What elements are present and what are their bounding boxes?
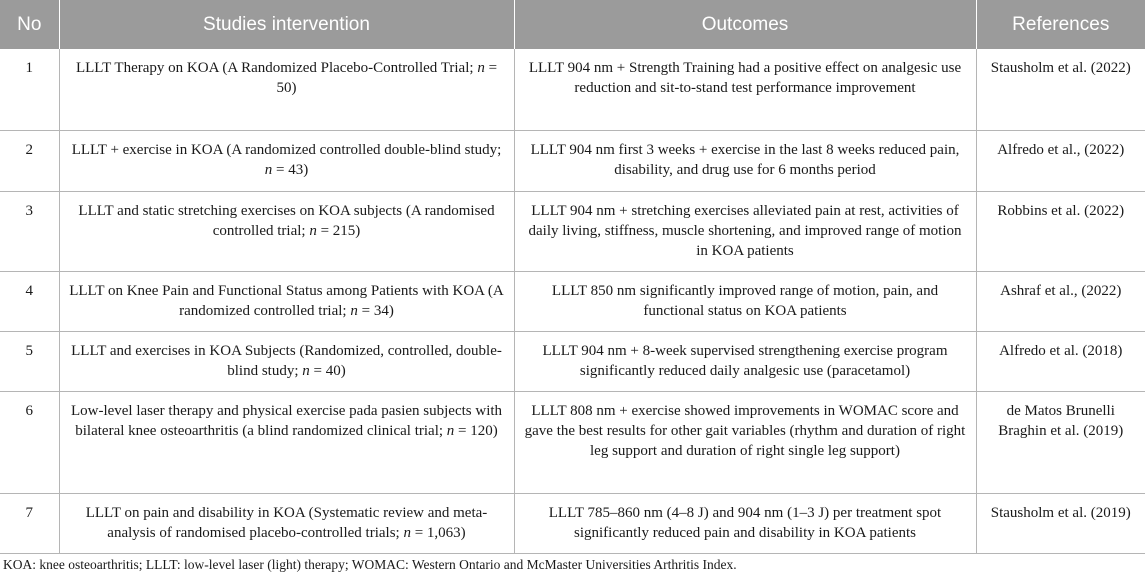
outcome-cell: LLLT 904 nm first 3 weeks + exercise in the last 8 weeks reduced pain, disability, and drug use for 6 months period — [514, 130, 976, 191]
outcome-cell: LLLT 904 nm + Strength Training had a positive effect on analgesic use reduction and sit-to-stand test performance improvement — [514, 49, 976, 130]
sample-size: = 1,063) — [410, 524, 466, 541]
header-row — [0, 0, 1145, 49]
reference-cell: Robbins et al. (2022) — [976, 191, 1145, 271]
study-text: LLLT and exercises in KOA Subjects (Randomized, controlled, double-blind study; — [71, 342, 502, 379]
table-row — [0, 49, 1145, 130]
outcome-cell: LLLT 850 nm significantly improved range of motion, pain, and functional status on KOA patients — [514, 271, 976, 331]
sample-size: = 43) — [272, 161, 309, 178]
header-studies-intervention: Studies intervention — [59, 0, 514, 49]
row-number: 7 — [0, 493, 59, 553]
reference-cell: Stausholm et al. (2019) — [976, 493, 1145, 553]
sample-size: = 50) — [276, 60, 498, 96]
study-text: LLLT on pain and disability in KOA (Systematic review and meta-analysis of randomised placebo-controlled trials; — [85, 504, 488, 541]
table-row — [0, 493, 1145, 553]
n-symbol: n — [302, 362, 310, 379]
table-row — [0, 130, 1145, 191]
n-symbol: n — [309, 222, 317, 239]
row-number: 4 — [0, 271, 59, 331]
table-row — [0, 391, 1145, 493]
reference-cell: Alfredo et al. (2018) — [976, 331, 1145, 391]
reference-cell: Stausholm et al. (2022) — [976, 49, 1145, 130]
study-text: LLLT + exercise in KOA (A randomized controlled double-blind study; — [71, 141, 502, 158]
row-number: 5 — [0, 331, 59, 391]
header-outcomes: Outcomes — [514, 0, 976, 49]
n-symbol: n — [350, 302, 358, 319]
study-cell — [59, 493, 514, 553]
row-number: 1 — [0, 49, 59, 130]
table-row — [0, 331, 1145, 391]
outcome-cell: LLLT 785–860 nm (4–8 J) and 904 nm (1–3 J) per treatment spot significantly reduced pain and disability in KOA patients — [514, 493, 976, 553]
reference-cell: de Matos Brunelli Braghin et al. (2019) — [976, 391, 1145, 493]
study-text: Low-level laser therapy and physical exercise pada pasien subjects with bilateral knee osteoarthritis (a blind randomized clinical trial; — [70, 402, 503, 439]
sample-size: = 40) — [309, 362, 346, 379]
reference-cell: Ashraf et al., (2022) — [976, 271, 1145, 331]
study-cell — [59, 271, 514, 331]
reference-cell: Alfredo et al., (2022) — [976, 130, 1145, 191]
study-cell — [59, 49, 514, 130]
row-number: 6 — [0, 391, 59, 493]
n-symbol: n — [264, 161, 273, 178]
row-number: 3 — [0, 191, 59, 271]
study-text: LLLT and static stretching exercises on KOA subjects (A randomised controlled trial; — [78, 202, 495, 239]
header-references: References — [976, 0, 1145, 49]
sample-size: = 215) — [316, 222, 361, 239]
outcome-cell: LLLT 808 nm + exercise showed improvements in WOMAC score and gave the best results for other gait variables (rhythm and duration of right leg support and duration of right single leg support) — [514, 391, 976, 493]
table-row — [0, 271, 1145, 331]
study-cell — [59, 191, 514, 271]
n-symbol: n — [446, 422, 455, 439]
table-row — [0, 191, 1145, 271]
sample-size: = 120) — [454, 422, 498, 439]
study-text: LLLT on Knee Pain and Functional Status among Patients with KOA (A randomized controlled trial; — [69, 282, 504, 319]
sample-size: = 34) — [357, 302, 394, 319]
outcome-cell: LLLT 904 nm + 8-week supervised strengthening exercise program significantly reduced daily analgesic use (paracetamol) — [514, 331, 976, 391]
study-cell — [59, 331, 514, 391]
study-text: LLLT Therapy on KOA (A Randomized Placebo-Controlled Trial; — [75, 60, 474, 76]
study-cell — [59, 130, 514, 191]
n-symbol: n — [477, 60, 485, 76]
header-no: No — [0, 0, 59, 49]
table-footnote: KOA: knee osteoarthritis; LLLT: low-level laser (light) therapy; WOMAC: Western Ontario and McMaster Universities Arthritis Index. — [3, 556, 737, 572]
study-cell — [59, 391, 514, 493]
outcome-cell: LLLT 904 nm + stretching exercises alleviated pain at rest, activities of daily living, stiffness, muscle shortening, and improved range of motion in KOA patients — [514, 191, 976, 271]
row-number: 2 — [0, 130, 59, 191]
n-symbol: n — [403, 524, 411, 541]
